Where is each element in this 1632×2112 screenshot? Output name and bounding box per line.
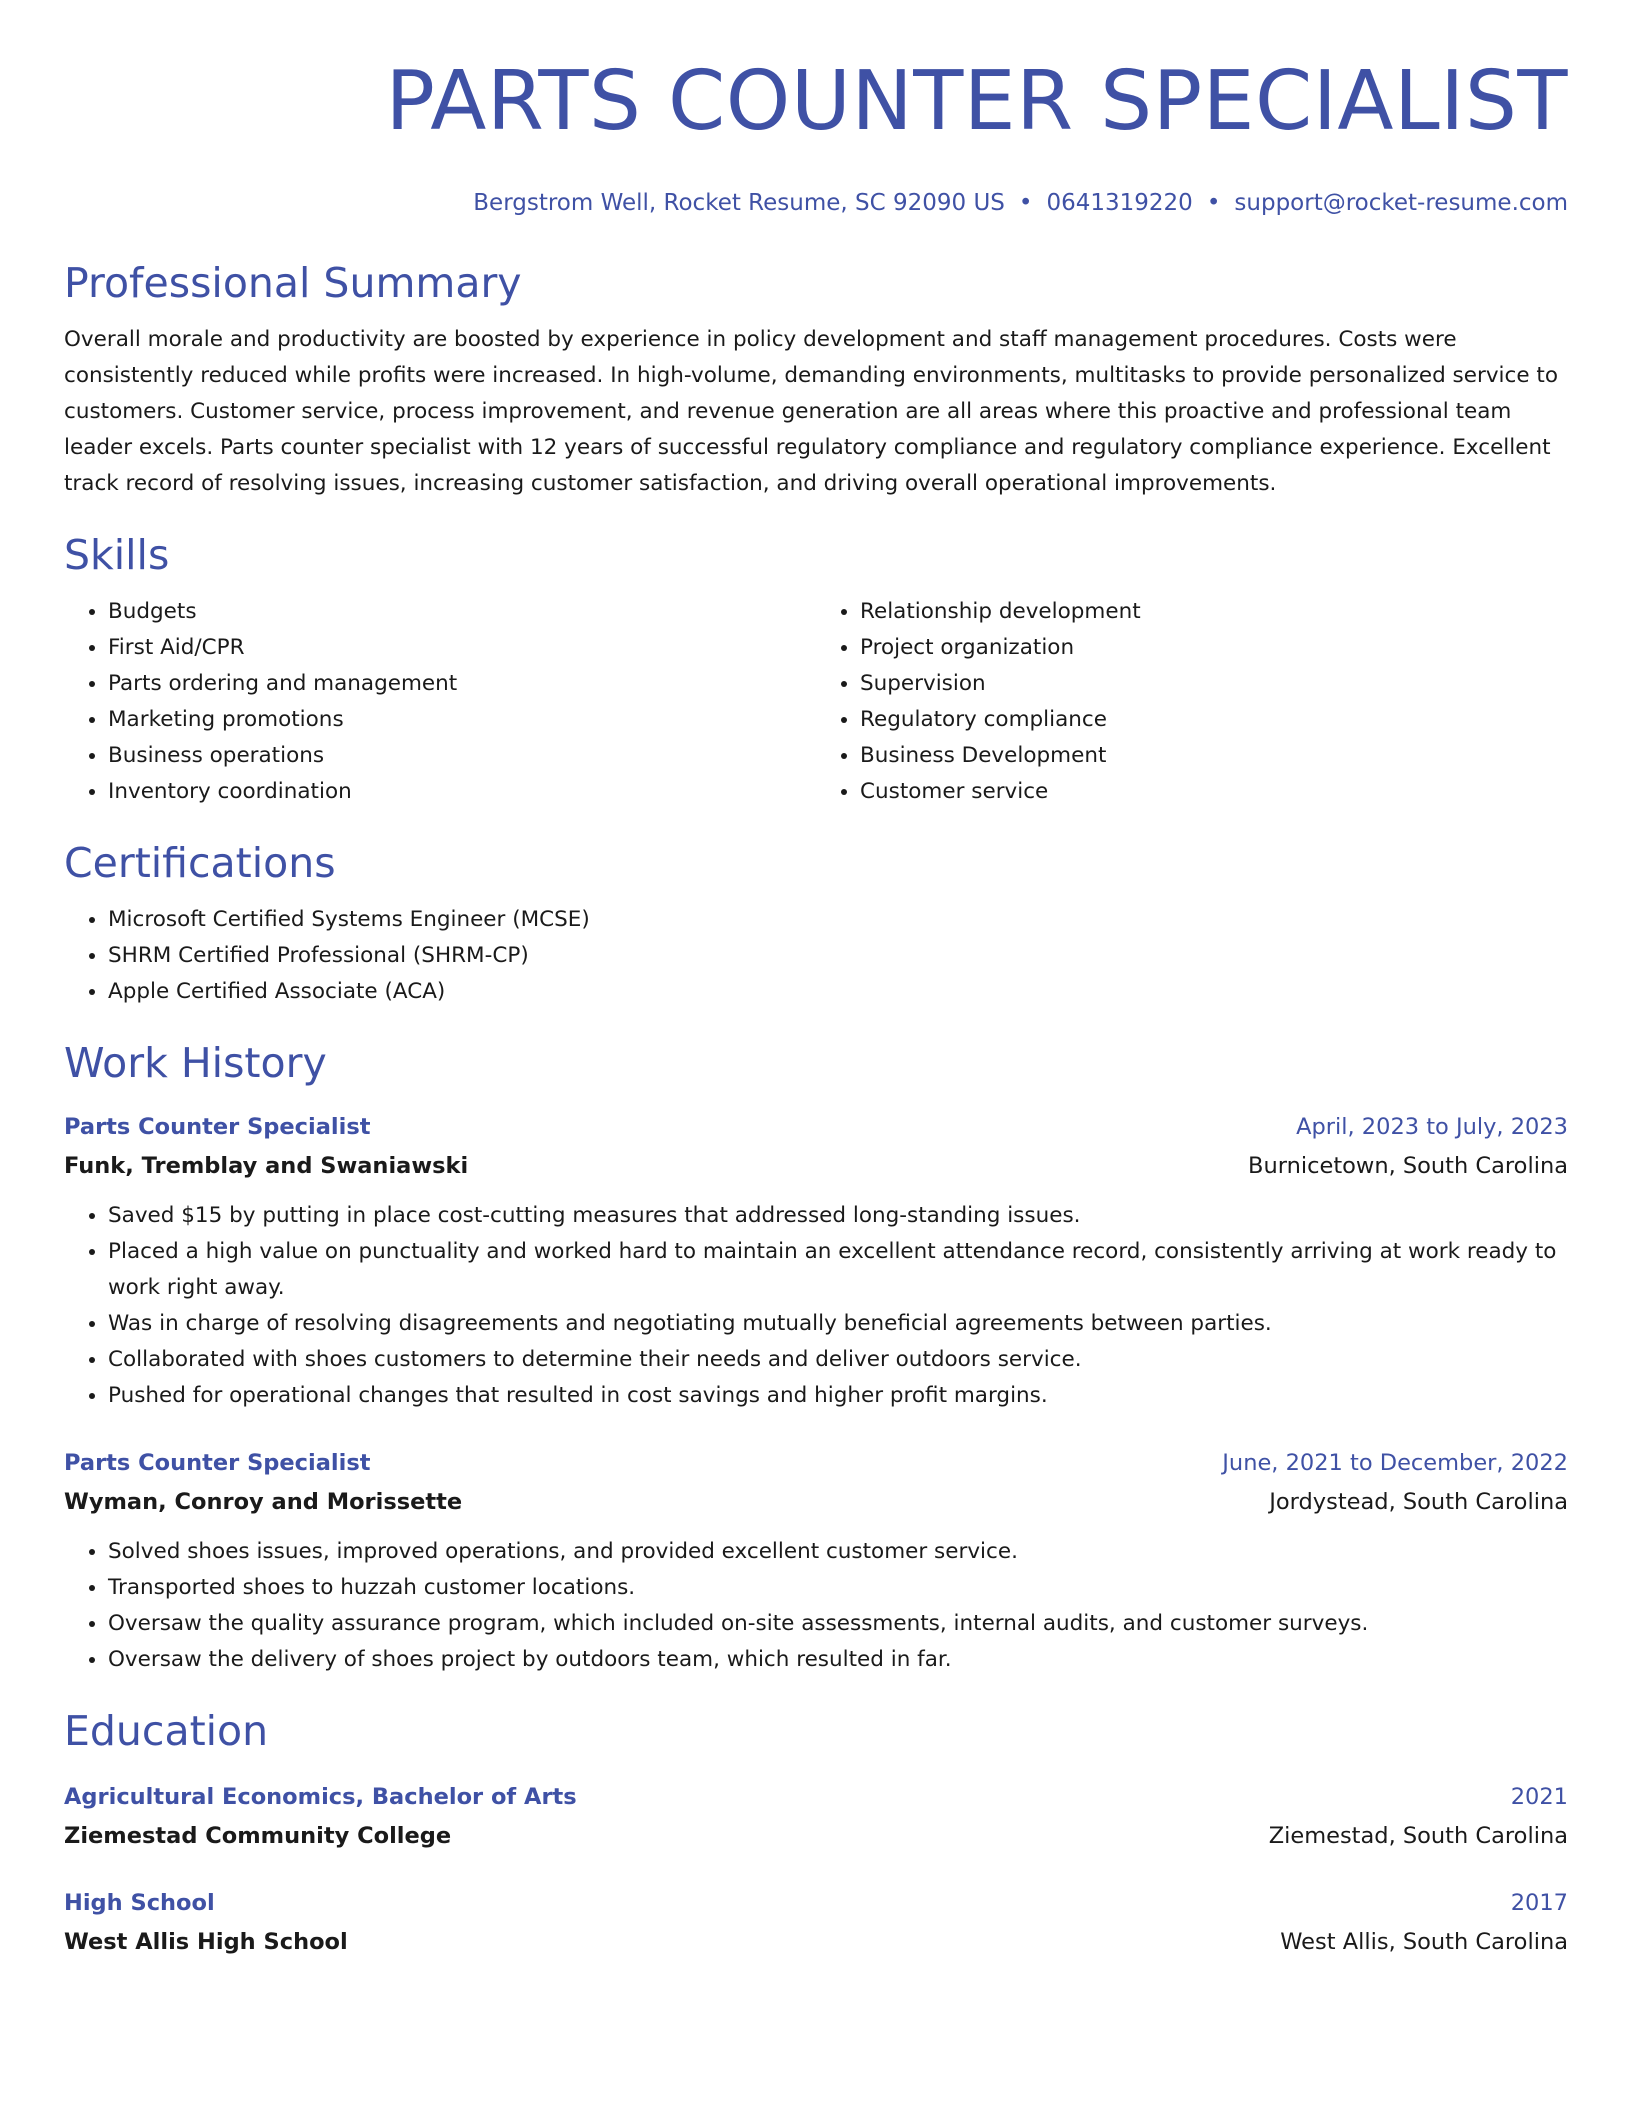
skill-item: • Customer service bbox=[860, 774, 1568, 810]
education-location: Ziemestad, South Carolina bbox=[1268, 1823, 1568, 1849]
section-title-summary: Professional Summary bbox=[64, 259, 522, 307]
job-title: Parts Counter Specialist bbox=[64, 1114, 371, 1140]
contact-separator: • bbox=[1206, 190, 1221, 216]
job-company: Funk, Tremblay and Swaniawski bbox=[64, 1153, 469, 1179]
section-title-certifications: Certifications bbox=[64, 839, 336, 887]
contact-address: Bergstrom Well, Rocket Resume, SC 92090 US bbox=[473, 190, 1005, 216]
skill-item: • Business operations bbox=[108, 738, 816, 774]
job-location: Jordystead, South Carolina bbox=[1269, 1489, 1568, 1515]
skill-item: • Regulatory compliance bbox=[860, 702, 1568, 738]
education-location: West Allis, South Carolina bbox=[1280, 1929, 1568, 1955]
contact-separator: • bbox=[1018, 190, 1033, 216]
skills-list bbox=[64, 594, 1568, 810]
job-bullet: • Oversaw the quality assurance program, which included on-site assessments, internal audits, and customer surveys. bbox=[108, 1606, 1568, 1642]
contact-email: support@rocket-resume.com bbox=[1234, 190, 1568, 216]
certifications-list bbox=[64, 902, 1568, 1010]
job-bullet: • Collaborated with shoes customers to determine their needs and deliver outdoors service. bbox=[108, 1342, 1568, 1378]
job-bullet: • Solved shoes issues, improved operations, and provided excellent customer service. bbox=[108, 1534, 1568, 1570]
skill-item: • Inventory coordination bbox=[108, 774, 816, 810]
certification-item: • SHRM Certified Professional (SHRM-CP) bbox=[108, 938, 1568, 974]
summary-text: Overall morale and productivity are boosted by experience in policy development and staff management procedures. Costs were consistently reduced while profits were increased. In high-volume, demanding environments, multitasks to provide personalized service to customers. Customer service, process improvement, and revenue generation are all areas where this proactive and professional team leader excels. Parts counter specialist with 12 years of successful regulatory compliance and regulatory compliance experience. Excellent track record of resolving issues, increasing customer satisfaction, and driving overall operational improvements. bbox=[64, 327, 1558, 496]
education-entry bbox=[64, 1778, 1568, 1856]
contact-line bbox=[64, 188, 1568, 218]
job-dates: April, 2023 to July, 2023 bbox=[1296, 1114, 1568, 1140]
education-entry bbox=[64, 1884, 1568, 1962]
job-bullet: • Saved $15 by putting in place cost-cutting measures that addressed long-standing issues. bbox=[108, 1198, 1568, 1234]
job-bullets bbox=[64, 1534, 1568, 1678]
education-year: 2021 bbox=[1510, 1784, 1568, 1810]
education-school: Ziemestad Community College bbox=[64, 1823, 452, 1849]
job-dates: June, 2021 to December, 2022 bbox=[1222, 1450, 1568, 1476]
education-degree: High School bbox=[64, 1890, 215, 1916]
skill-item: • Supervision bbox=[860, 666, 1568, 702]
skill-item: • Relationship development bbox=[860, 594, 1568, 630]
job-bullet: • Placed a high value on punctuality and worked hard to maintain an excellent attendance record, consistently arriving at work ready to work right away. bbox=[108, 1234, 1568, 1306]
job-location: Burnicetown, South Carolina bbox=[1248, 1153, 1568, 1179]
skill-item: • Business Development bbox=[860, 738, 1568, 774]
job-company: Wyman, Conroy and Morissette bbox=[64, 1489, 463, 1515]
skills-column-left bbox=[64, 594, 816, 810]
contact-phone: 0641319220 bbox=[1046, 190, 1193, 216]
resume-name: PARTS COUNTER SPECIALIST bbox=[385, 54, 1568, 149]
section-title-education: Education bbox=[64, 1707, 269, 1755]
education-school: West Allis High School bbox=[64, 1929, 348, 1955]
skills-column-right bbox=[816, 594, 1568, 810]
skill-item: • Project organization bbox=[860, 630, 1568, 666]
skill-item: • Marketing promotions bbox=[108, 702, 816, 738]
section-title-work-history: Work History bbox=[64, 1039, 327, 1087]
job-entry bbox=[64, 1108, 1568, 1414]
skill-item: • Budgets bbox=[108, 594, 816, 630]
skill-item: • First Aid/CPR bbox=[108, 630, 816, 666]
job-title: Parts Counter Specialist bbox=[64, 1450, 371, 1476]
job-bullets bbox=[64, 1198, 1568, 1414]
education-year: 2017 bbox=[1510, 1890, 1568, 1916]
job-bullet: • Oversaw the delivery of shoes project by outdoors team, which resulted in far. bbox=[108, 1642, 1568, 1678]
skill-item: • Parts ordering and management bbox=[108, 666, 816, 702]
job-bullet: • Pushed for operational changes that resulted in cost savings and higher profit margins. bbox=[108, 1378, 1568, 1414]
certification-item: • Apple Certified Associate (ACA) bbox=[108, 974, 1568, 1010]
education-degree: Agricultural Economics, Bachelor of Arts bbox=[64, 1784, 577, 1810]
job-bullet: • Was in charge of resolving disagreements and negotiating mutually beneficial agreements between parties. bbox=[108, 1306, 1568, 1342]
section-title-skills: Skills bbox=[64, 531, 170, 579]
job-bullet: • Transported shoes to huzzah customer locations. bbox=[108, 1570, 1568, 1606]
certification-item: • Microsoft Certified Systems Engineer (MCSE) bbox=[108, 902, 1568, 938]
job-entry bbox=[64, 1444, 1568, 1678]
